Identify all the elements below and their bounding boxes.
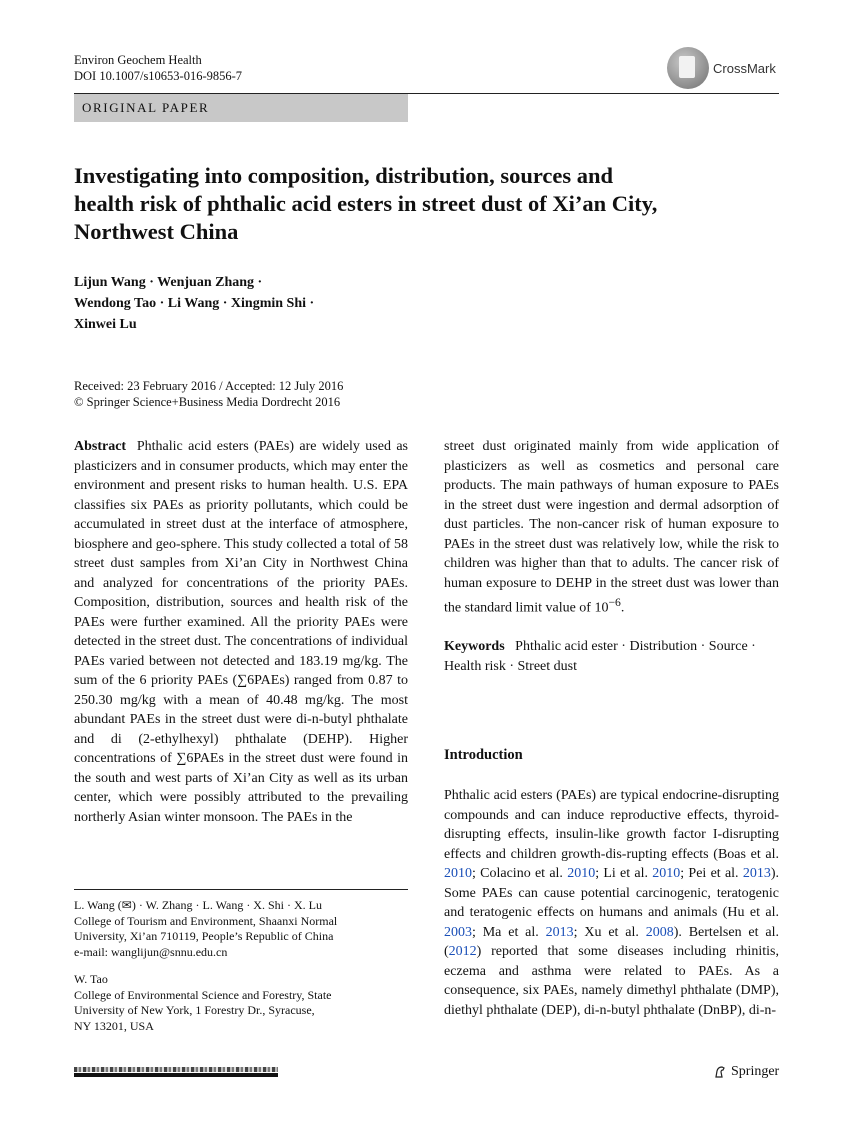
crossmark-icon (667, 47, 709, 89)
affiliation-line: College of Tourism and Environment, Shaanxi Normal (74, 913, 338, 928)
affiliation-line: University of New York, 1 Forestry Dr., Syracuse, (74, 1003, 315, 1017)
footnote-author2: W. Tao (74, 972, 108, 986)
crossmark-badge[interactable] (667, 47, 787, 91)
crossmark-label: CrossMark (713, 61, 776, 76)
introduction-heading: Introduction (444, 747, 523, 763)
author-line: Wendong Tao · Li Wang · Xingmin Shi · (74, 296, 315, 311)
citation-link[interactable]: 2008 (645, 924, 674, 940)
citation-link[interactable]: 2012 (448, 944, 477, 959)
copyright: © Springer Science+Business Media Dordrecht 2016 (74, 395, 341, 409)
introduction-text (444, 786, 779, 1020)
section-banner: ORIGINAL PAPER (74, 94, 408, 122)
affiliation-line: College of Environmental Science and Forestry, State (74, 987, 332, 1002)
publication-dates (74, 378, 343, 410)
barcode-strip (74, 1067, 278, 1077)
intro-span: ). Bertelsen et al. ( (444, 924, 779, 959)
footnote-authors: L. Wang (✉) · W. Zhang · L. Wang · X. Shi · X. Lu (74, 898, 322, 912)
intro-span: Phthalic acid esters (PAEs) are typical endocrine-disrupting compounds and can induce reproductive effects, thyroid-disrupting effects, insulin-like growth factor I-disrupting effects and children growth-dis-rupting effects (Boas et al. (444, 788, 779, 862)
author-list (74, 272, 414, 335)
author-line: Xinwei Lu (74, 317, 137, 332)
affiliation-line: NY 13201, USA (74, 1018, 154, 1033)
abstract-text: Phthalic acid esters (PAEs) are widely used as plasticizers and in consumer products, which may enter the environment and present risks to human health. U.S. EPA classifies six PAEs as priority pollutants, which could be accumulated in street dust at the interface of atmosphere, biosphere and geo-sphere. This study collected a total of 58 street dust samples from Xi’an City in Northwest China and analyzed for concentrations of the priority PAEs. Composition, distribution, sources and health risk of the PAEs were further examined. All the priority PAEs were detected in the street dust. The concentrations of individual PAEs varied between not detected and 183.19 mg/kg. The sum of the 6 priority PAEs (∑6PAEs) ranged from 0.87 to 250.30 mg/kg with a mean of 40.48 mg/kg. The most abundant PAEs in the street dust were di-n-butyl phthalate and di (2-ethylhexyl) phthalate (DEHP). Higher concentrations of ∑6PAEs in the street dust were found in the south and west parts of Xi’an City as well as its urban center, which were possibly attributed to the prevailing northerly Asian winter monsoon. The PAEs in the (74, 439, 409, 825)
keywords-text: Phthalic acid ester · Distribution · Source · Health risk · Street dust (444, 639, 756, 674)
citation-link[interactable]: 2010 (567, 866, 596, 881)
email[interactable]: e-mail: wanglijun@snnu.edu.cn (74, 944, 228, 959)
paper-title: Investigating into composition, distribution, sources and health risk of phthalic acid esters in street dust of Xi’an City, Northwest China (74, 163, 658, 244)
abstract-right (444, 437, 779, 676)
citation-link[interactable]: 2003 (444, 924, 472, 940)
springer-logo (713, 1064, 779, 1080)
intro-span: ; Ma et al. (472, 924, 546, 940)
citation-link[interactable]: 2010 (652, 866, 681, 881)
abstract-label: Abstract (74, 439, 127, 454)
springer-label: Springer (731, 1064, 780, 1079)
intro-span: ; Pei et al. (680, 866, 743, 881)
citation-link[interactable]: 2010 (444, 866, 472, 881)
doi[interactable]: DOI 10.1007/s10653-016-9856-7 (74, 69, 243, 83)
intro-span: ; Colacino et al. (472, 866, 568, 881)
keywords-label: Keywords (444, 639, 505, 655)
springer-horse-icon (713, 1065, 727, 1079)
abstract-left (74, 437, 408, 827)
keywords (444, 637, 779, 676)
footnote-rule (74, 889, 408, 890)
intro-span: ). Some PAEs can cause potential carcinogenic, teratogenic and teratogenic effects on humans and animals (Hu et al. (444, 866, 779, 920)
citation-link[interactable]: 2013 (545, 924, 574, 940)
journal-header (74, 52, 242, 84)
intro-span: ; Xu et al. (573, 924, 646, 940)
intro-span: ) reported that some diseases including rhinitis, eczema and asthma were related to PAEs. As a consequence, six PAEs, namely dimethyl phthalate (DMP), diethyl phthalate (DEP), di-n-butyl phthalate (DnBP), di-n- (444, 944, 779, 1018)
author-line: Lijun Wang · Wenjuan Zhang · (74, 275, 263, 290)
exponent: −6 (608, 596, 621, 609)
affiliation-line: University, Xi’an 710119, People’s Republic of China (74, 929, 334, 943)
abstract-end: . (620, 600, 625, 616)
received-accepted: Received: 23 February 2016 / Accepted: 12 July 2016 (74, 379, 344, 393)
journal-name: Environ Geochem Health (74, 53, 202, 67)
citation-link[interactable]: 2013 (742, 866, 771, 881)
intro-span: ; Li et al. (595, 866, 653, 881)
author-affiliations (74, 898, 408, 1034)
abstract-text-continued: street dust originated mainly from wide application of plasticizers as well as cosmetics and personal care products. The main pathways of human exposure to PAEs in the street dust were ingestion and dermal adsorption of dust particles. The non-cancer risk of human exposure to PAEs in the street dust was relatively low, while the risk to children was higher than that to adults. The cancer risk of human exposure to DEHP in the street dust was lower than the standard limit value of 10 (444, 439, 779, 616)
